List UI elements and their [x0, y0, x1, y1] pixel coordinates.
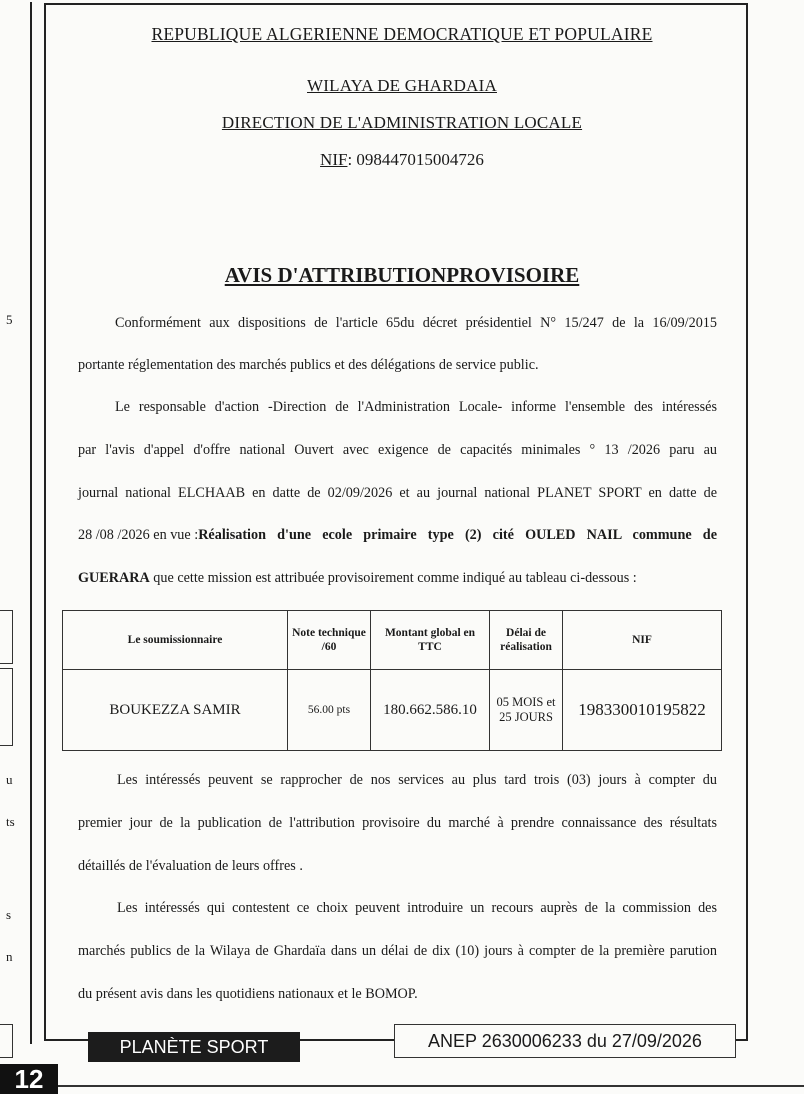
fragment-text: s — [6, 907, 12, 922]
para3-line: du présent avis dans les quotidiens nationaux et le BOMOP. — [78, 986, 418, 1002]
fragment-text: u — [6, 772, 13, 787]
para2-line: Les intéressés peuvent se rapprocher de nos services au plus tard trois (03) jours à compter du — [117, 772, 717, 788]
commune-name: GUERARA — [78, 570, 150, 586]
delay-cell: 05 MOIS et 25 JOURS — [490, 670, 563, 751]
table-row — [63, 670, 722, 751]
para2-line: détaillés de l'évaluation de leurs offres . — [78, 858, 303, 874]
intro-line: Conformément aux dispositions de l'article 65du décret présidentiel N° 15/247 de la 16/09/2015 — [115, 315, 717, 331]
column-header: Délai de réalisation — [490, 611, 563, 670]
award-table — [62, 610, 722, 751]
intro-line: portante réglementation des marchés publics et des délégations de service public. — [78, 357, 539, 373]
nif-heading — [0, 150, 804, 170]
nif-label: NIF — [320, 150, 348, 169]
para3-line: Les intéressés qui contestent ce choix peuvent introduire un recours auprès de la commission des — [117, 900, 717, 916]
body-line: par l'avis d'appel d'offre national Ouvert avec exigence de capacités minimales ° 13 /2026 paru au — [78, 442, 717, 458]
nif-value: : 098447015004726 — [347, 150, 484, 169]
column-header: Note technique /60 — [288, 611, 371, 670]
notice-title: AVIS D'ATTRIBUTIONPROVISOIRE — [224, 263, 580, 287]
fragment-box — [0, 610, 13, 664]
body-text: 28 /08 /2026 en vue : — [78, 527, 199, 543]
anep-reference: ANEP 2630006233 du 27/09/2026 — [394, 1024, 736, 1058]
para2-line: premier jour de la publication de l'attribution provisoire du marché à prendre connaissance des résultats — [78, 815, 717, 831]
bottom-rule — [58, 1085, 804, 1087]
body-text: que cette mission est attribuée provisoirement comme indiqué au tableau ci-dessous : — [149, 570, 637, 586]
column-header: Montant global en TTC — [371, 611, 490, 670]
para3-line: marchés publics de la Wilaya de Ghardaïa dans un délai de dix (10) jours à compter de la première parution — [78, 943, 717, 959]
fragment-text: ts — [6, 814, 15, 829]
body-line: journal national ELCHAAB en datte de 02/09/2026 et au journal national PLANET SPORT en datte de — [78, 485, 717, 501]
publication-banner: PLANÈTE SPORT — [88, 1032, 300, 1062]
table-header-row — [63, 611, 722, 670]
amount-cell: 180.662.586.10 — [371, 670, 490, 751]
wilaya-heading: WILAYA DE GHARDAIA — [307, 76, 497, 95]
body-line — [78, 527, 717, 544]
body-line: Le responsable d'action -Direction de l'Administration Locale- informe l'ensemble des intéressés — [115, 399, 717, 415]
body-line — [78, 570, 637, 587]
column-header: NIF — [563, 611, 722, 670]
page-number: 12 — [0, 1064, 58, 1094]
republic-heading: REPUBLIQUE ALGERIENNE DEMOCRATIQUE ET POPULAIRE — [151, 24, 653, 44]
note-cell: 56.00 pts — [288, 670, 371, 751]
fragment-box — [0, 1024, 13, 1058]
bidder-cell: BOUKEZZA SAMIR — [63, 670, 288, 751]
fragment-text: 5 — [6, 312, 13, 327]
nif-cell: 198330010195822 — [563, 670, 722, 751]
direction-heading: DIRECTION DE L'ADMINISTRATION LOCALE — [221, 113, 583, 132]
project-name: Réalisation d'une ecole primaire type (2) cité OULED NAIL commune de — [198, 527, 717, 543]
fragment-box — [0, 668, 13, 746]
column-header: Le soumissionnaire — [63, 611, 288, 670]
fragment-text: n — [6, 949, 13, 964]
